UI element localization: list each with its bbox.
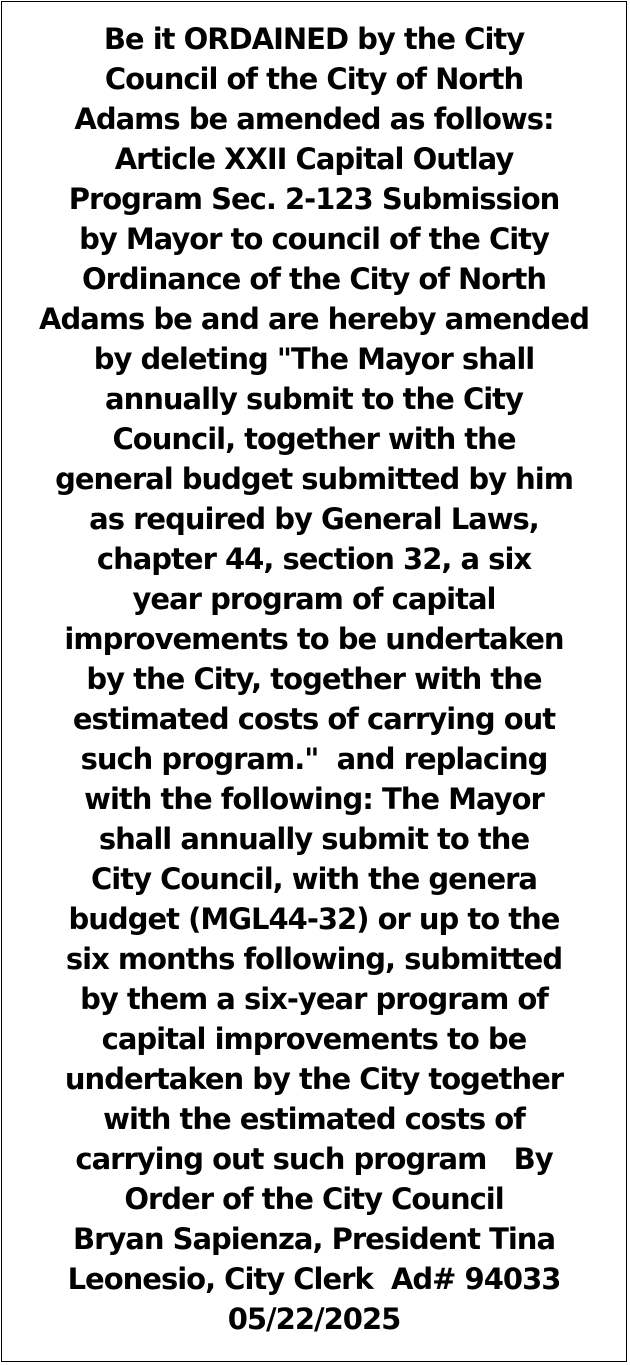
notice-line: estimated costs of carrying out bbox=[72, 702, 556, 736]
notice-line: Be it ORDAINED by the City bbox=[103, 22, 525, 56]
notice-line: such program." and replacing bbox=[80, 742, 548, 776]
notice-line: undertaken by the City together bbox=[64, 1062, 564, 1096]
notice-date: 05/22/2025 bbox=[227, 1302, 401, 1336]
notice-line: Ordinance of the City of North bbox=[81, 262, 547, 296]
notice-line: Council of the City of North bbox=[104, 62, 524, 96]
notice-line: by the City, together with the bbox=[86, 662, 542, 696]
notice-text bbox=[2, 2, 626, 1339]
notice-line: with the estimated costs of bbox=[103, 1102, 525, 1136]
legal-notice bbox=[1, 1, 627, 1362]
notice-line: City Council, with the genera bbox=[91, 862, 537, 896]
notice-line: Article XXII Capital Outlay bbox=[114, 142, 514, 176]
notice-line: Bryan Sapienza, President Tina bbox=[72, 1222, 556, 1256]
notice-line: by them a six-year program of bbox=[80, 982, 548, 1016]
notice-line: Council, together with the bbox=[112, 422, 516, 456]
notice-line: annually submit to the City bbox=[105, 382, 523, 416]
notice-line: Adams be amended as follows: bbox=[74, 102, 554, 136]
notice-line: six months following, submitted bbox=[65, 942, 563, 976]
notice-line: general budget submitted by him bbox=[55, 462, 573, 496]
notice-line: improvements to be undertaken bbox=[64, 622, 564, 656]
notice-line: shall annually submit to the bbox=[98, 822, 530, 856]
notice-line: as required by General Laws, bbox=[89, 502, 539, 536]
notice-line: Order of the City Council bbox=[124, 1182, 504, 1216]
notice-line: Program Sec. 2-123 Submission bbox=[68, 182, 560, 216]
notice-line: carrying out such program By bbox=[75, 1142, 553, 1176]
notice-line: with the following: The Mayor bbox=[84, 782, 544, 816]
notice-line: year program of capital bbox=[132, 582, 496, 616]
notice-line: by deleting "The Mayor shall bbox=[93, 342, 535, 376]
notice-line: by Mayor to council of the City bbox=[79, 222, 549, 256]
notice-line: capital improvements to be bbox=[101, 1022, 527, 1056]
notice-line: Leonesio, City Clerk Ad# 94033 bbox=[67, 1262, 561, 1296]
notice-line: budget (MGL44-32) or up to the bbox=[68, 902, 560, 936]
notice-line: Adams be and are hereby amended bbox=[39, 302, 589, 336]
notice-line: chapter 44, section 32, a six bbox=[96, 542, 532, 576]
